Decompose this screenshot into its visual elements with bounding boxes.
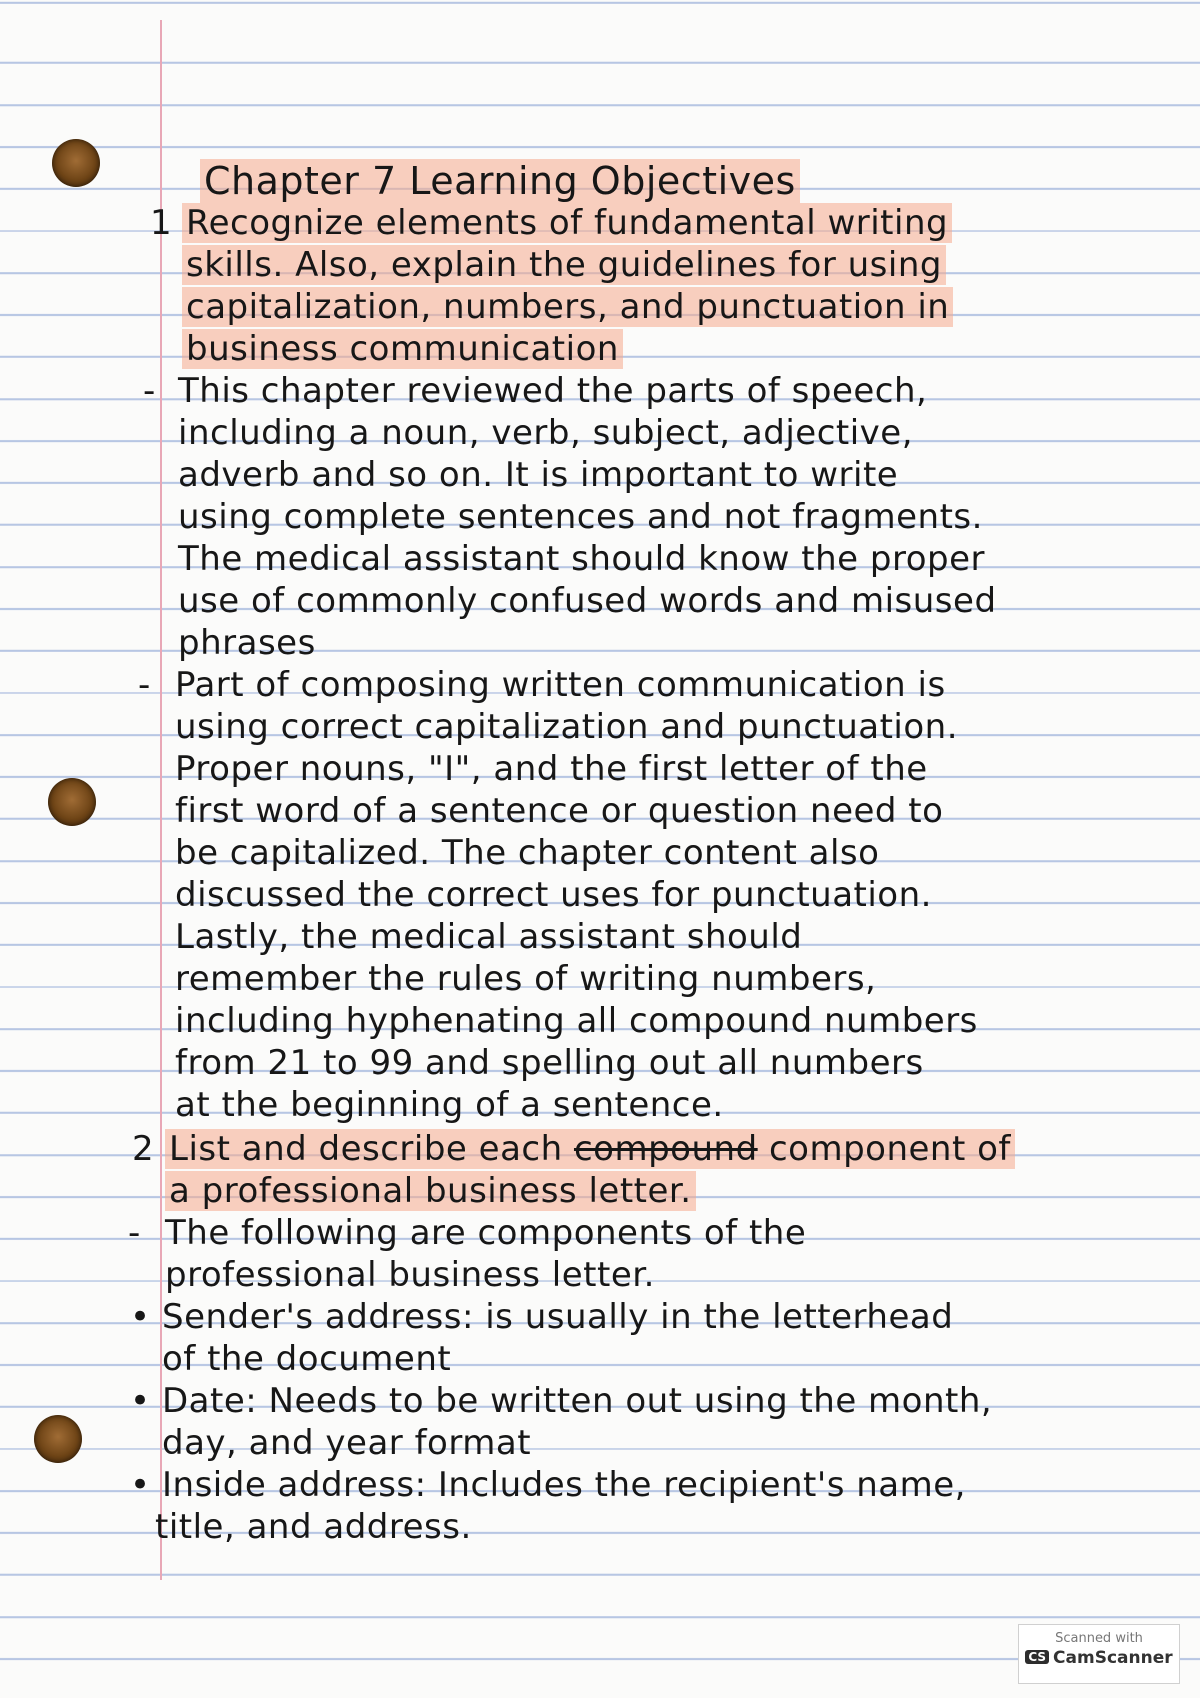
note-line: professional business letter. <box>165 1255 655 1295</box>
bullet-marker: • <box>130 1297 151 1337</box>
note-line: remember the rules of writing numbers, <box>175 959 877 999</box>
note-line: adverb and so on. It is important to write <box>178 455 899 495</box>
bullet-marker: • <box>130 1465 151 1505</box>
note-line: Proper nouns, "I", and the first letter of the <box>175 749 928 789</box>
punch-hole <box>52 139 100 187</box>
note-line: use of commonly confused words and misused <box>178 581 997 621</box>
note-line: of the document <box>162 1339 452 1379</box>
note-line: at the beginning of a sentence. <box>175 1085 724 1125</box>
note-line: phrases <box>178 623 316 663</box>
punch-hole <box>48 778 96 826</box>
note-line: including hyphenating all compound numbers <box>175 1001 978 1041</box>
objective-number: 2 <box>132 1129 154 1169</box>
objective-line: business communication <box>182 328 623 370</box>
note-line: This chapter reviewed the parts of speech, <box>178 371 928 411</box>
objective-line: a professional business letter. <box>165 1170 696 1212</box>
dash-marker: - <box>128 1213 141 1253</box>
watermark-brand: CamScanner <box>1053 1648 1173 1668</box>
note-line: Date: Needs to be written out using the month, <box>162 1381 993 1421</box>
page-title: Chapter 7 Learning Objectives <box>200 160 800 202</box>
objective-number: 1 <box>150 203 172 243</box>
note-line: Inside address: Includes the recipient's name, <box>162 1465 966 1505</box>
bullet-marker: • <box>130 1381 151 1421</box>
dash-marker: - <box>138 665 151 705</box>
objective-line: skills. Also, explain the guidelines for using <box>182 244 946 286</box>
note-line: be capitalized. The chapter content also <box>175 833 880 873</box>
note-line: title, and address. <box>155 1507 472 1547</box>
note-line: first word of a sentence or question need to <box>175 791 944 831</box>
watermark-caption: Scanned with <box>1055 1631 1143 1646</box>
camscanner-logo-icon: CS <box>1025 1650 1049 1664</box>
punch-hole <box>34 1415 82 1463</box>
note-line: from 21 to 99 and spelling out all numbers <box>175 1043 924 1083</box>
objective-line: capitalization, numbers, and punctuation in <box>182 286 953 328</box>
objective-line: List and describe each compound component of <box>165 1128 1015 1170</box>
note-line: using correct capitalization and punctuation. <box>175 707 959 747</box>
note-line: discussed the correct uses for punctuation. <box>175 875 932 915</box>
note-line: including a noun, verb, subject, adjective, <box>178 413 914 453</box>
note-line: Part of composing written communication is <box>175 665 946 705</box>
note-line: Lastly, the medical assistant should <box>175 917 803 957</box>
camscanner-watermark <box>1018 1624 1180 1684</box>
note-line: day, and year format <box>162 1423 532 1463</box>
struck-word: compound <box>573 1129 758 1169</box>
objective-line: Recognize elements of fundamental writing <box>182 202 952 244</box>
note-line: The following are components of the <box>165 1213 807 1253</box>
note-line: The medical assistant should know the proper <box>178 539 985 579</box>
note-line: using complete sentences and not fragments. <box>178 497 983 537</box>
dash-marker: - <box>143 371 156 411</box>
note-line: Sender's address: is usually in the letterhead <box>162 1297 954 1337</box>
